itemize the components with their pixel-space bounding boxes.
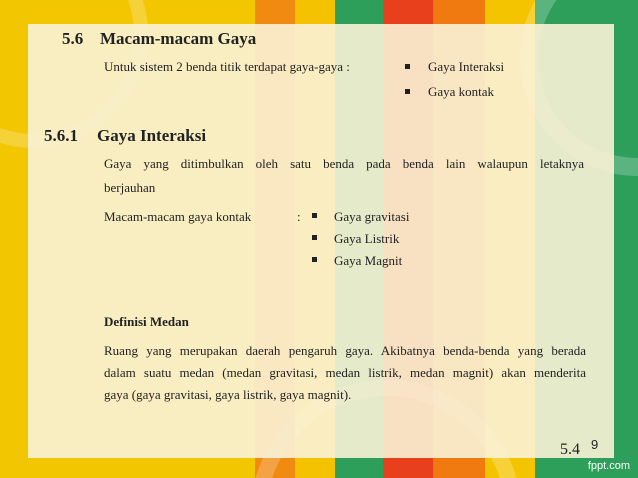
section-56-intro: Untuk sistem 2 benda titik terdapat gaya-gaya : — [104, 59, 350, 74]
section-561-description-line2: berjauhan — [104, 180, 156, 195]
section-561-title: Gaya Interaksi — [97, 126, 207, 145]
definisi-line1 — [104, 340, 586, 362]
definisi-text: Ruang yang merupakan daerah pengaruh gaya. Akibatnya benda-benda yang berada — [104, 343, 586, 358]
bullet-item-gaya-kontak: Gaya kontak — [428, 84, 495, 99]
section-56-number: 5.6 — [62, 29, 84, 48]
definisi-text: dalam suatu medan (medan gravitasi, medan listrik, medan magnit) akan menderita — [104, 365, 586, 380]
definisi-line2 — [104, 362, 586, 384]
page-number: 9 — [591, 437, 599, 452]
section-561-number: 5.6.1 — [44, 126, 78, 145]
watermark-text: fppt.com — [587, 460, 630, 472]
bullet-marker — [312, 213, 317, 218]
list-item-gravitasi: Gaya gravitasi — [334, 209, 410, 224]
bullet-marker — [405, 89, 410, 94]
list-item-listrik: Gaya Listrik — [334, 231, 400, 246]
bullet-marker — [405, 64, 410, 69]
description-text: Gaya yang ditimbulkan oleh satu benda pada benda lain walaupun letaknya — [104, 156, 584, 171]
list-item-magnit: Gaya Magnit — [334, 253, 403, 268]
list-label: Macam-macam gaya kontak — [104, 209, 252, 224]
bullet-marker — [312, 257, 317, 262]
list-colon: : — [297, 209, 301, 224]
section-56-title: Macam-macam Gaya — [100, 29, 257, 48]
definisi-line3: gaya (gaya gravitasi, gaya listrik, gaya magnit). — [104, 387, 352, 402]
definisi-title: Definisi Medan — [104, 314, 189, 329]
bullet-item-gaya-interaksi: Gaya Interaksi — [428, 59, 505, 74]
section-561-description-line1 — [104, 153, 584, 175]
slide-label: 5.4 — [560, 441, 580, 458]
bullet-marker — [312, 235, 317, 240]
